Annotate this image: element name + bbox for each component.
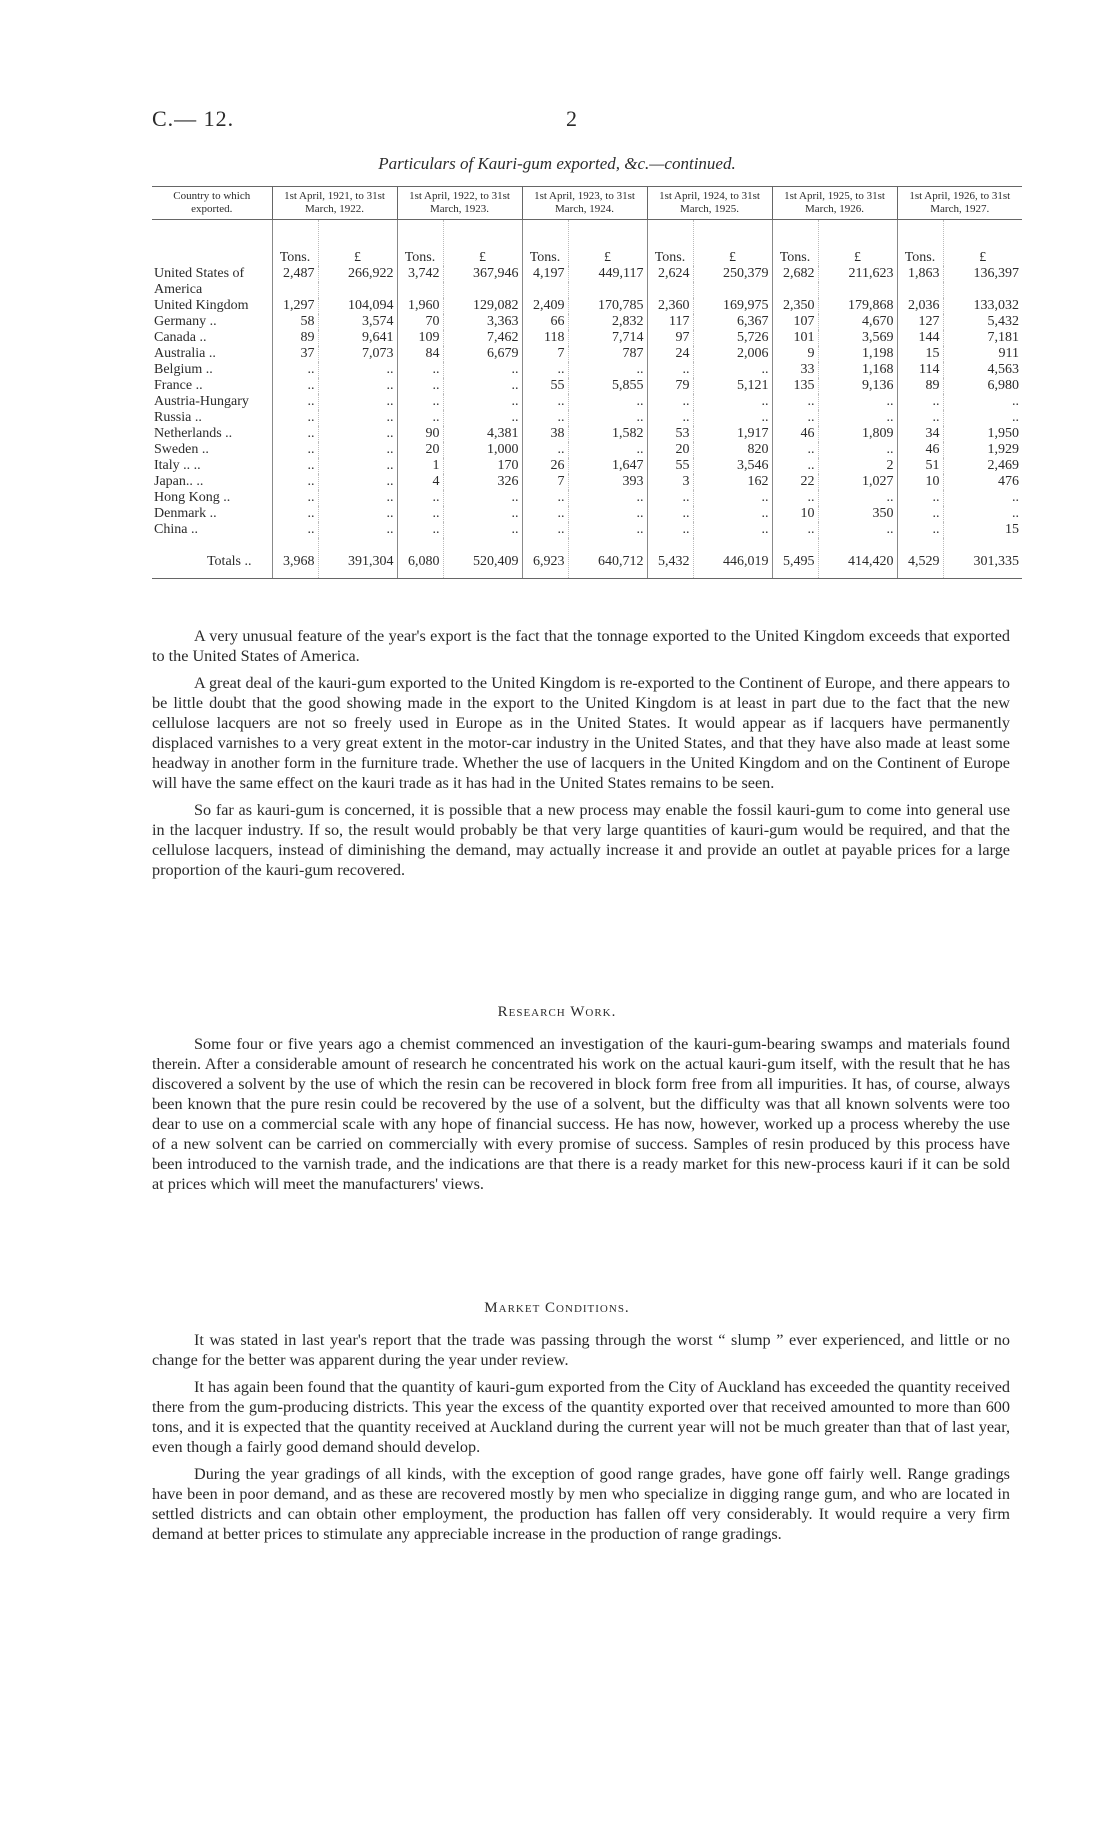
tons-cell: 1,863 [897, 266, 943, 282]
tons-cell: 22 [772, 474, 818, 490]
tons-cell: 89 [272, 330, 318, 346]
pounds-cell: .. [568, 410, 647, 426]
country-cell: Netherlands .. [154, 426, 233, 441]
total-cell: 446,019 [693, 538, 772, 579]
pounds-cell [568, 282, 647, 298]
unit-tons: Tons. [272, 220, 318, 267]
pounds-cell: .. [443, 362, 522, 378]
tons-cell: 79 [647, 378, 693, 394]
period-header: 1st April, 1923, to 31st March, 1924. [522, 187, 647, 220]
tons-cell: .. [272, 474, 318, 490]
pounds-cell: 104,094 [318, 298, 397, 314]
tons-cell: 127 [897, 314, 943, 330]
export-table-container [152, 186, 1022, 579]
tons-cell: 101 [772, 330, 818, 346]
tons-cell: 117 [647, 314, 693, 330]
pounds-cell: 1,950 [943, 426, 1022, 442]
pounds-cell: .. [818, 394, 897, 410]
tons-cell: 2,409 [522, 298, 568, 314]
tons-cell: .. [522, 506, 568, 522]
pounds-cell: .. [943, 490, 1022, 506]
total-cell: 6,080 [397, 538, 443, 579]
tons-cell: 4,197 [522, 266, 568, 282]
pounds-cell: 2,832 [568, 314, 647, 330]
tons-cell: .. [397, 394, 443, 410]
pounds-cell: 1,000 [443, 442, 522, 458]
tons-cell: 4 [397, 474, 443, 490]
pounds-cell: 787 [568, 346, 647, 362]
table-row [152, 362, 1022, 378]
unit-tons: Tons. [522, 220, 568, 267]
totals-label: Totals .. [152, 538, 272, 579]
tons-cell: 114 [897, 362, 943, 378]
table-header-row [152, 187, 1022, 220]
pounds-cell: 2,006 [693, 346, 772, 362]
country-cell: Germany .. [154, 314, 217, 329]
tons-cell: .. [647, 394, 693, 410]
country-cell: France .. [154, 378, 203, 393]
tons-cell: 1 [397, 458, 443, 474]
tons-cell: .. [772, 442, 818, 458]
period-header: 1st April, 1926, to 31st March, 1927. [897, 187, 1022, 220]
unit-tons: Tons. [397, 220, 443, 267]
tons-cell: 38 [522, 426, 568, 442]
pounds-cell: .. [443, 506, 522, 522]
paragraph: It has again been found that the quantity of kauri-gum exported from the City of Auckland has exceeded the quantity received there from the gum-producing districts. This year the excess of the quantity exported over that received amounted to more than 600 tons, and it is expected that the quantity received at Auckland during the current year will not be much greater than that of last year, even though a fairly good demand should develop. [152, 1378, 1010, 1456]
pounds-cell: 1,647 [568, 458, 647, 474]
unit-row [152, 220, 1022, 267]
total-cell: 301,335 [943, 538, 1022, 579]
pounds-cell: .. [568, 522, 647, 538]
pounds-cell: 820 [693, 442, 772, 458]
tons-cell [897, 282, 943, 298]
tons-cell: 26 [522, 458, 568, 474]
market-heading: Market Conditions. [484, 1300, 630, 1316]
table-row [152, 426, 1022, 442]
pounds-cell: 15 [943, 522, 1022, 538]
market-text [152, 1330, 1010, 1551]
tons-cell: 10 [772, 506, 818, 522]
tons-cell: .. [397, 362, 443, 378]
pounds-cell: 326 [443, 474, 522, 490]
tons-cell: .. [272, 442, 318, 458]
total-cell: 520,409 [443, 538, 522, 579]
pounds-cell: 2 [818, 458, 897, 474]
country-cell: China .. [154, 522, 198, 537]
tons-cell: .. [397, 378, 443, 394]
pounds-cell [318, 282, 397, 298]
table-title: Particulars of Kauri-gum exported, &c.—continued. [378, 154, 736, 173]
pounds-cell: 6,367 [693, 314, 772, 330]
table-row [152, 378, 1022, 394]
tons-cell: .. [522, 410, 568, 426]
tons-cell: .. [522, 522, 568, 538]
country-cell: United States of [154, 266, 245, 281]
pounds-cell: .. [943, 506, 1022, 522]
tons-cell [397, 282, 443, 298]
page-number: 2 [566, 106, 577, 131]
tons-cell: .. [272, 522, 318, 538]
tons-cell: .. [272, 426, 318, 442]
tons-cell [772, 282, 818, 298]
paragraph: Some four or five years ago a chemist commenced an investigation of the kauri-gum-bearing swamps and materials found therein. After a considerable amount of research he concentrated his work on the actual kauri-gum itself, with the result that he has discovered a solvent by the use of which the resin can be recovered in block form free from all impurities. It has, of course, always been known that the pure resin could be recovered by the use of a solvent, but the difficulty was that all known solvents were too dear to use on a commercial scale with any hope of financial success. He has now, however, worked up a process whereby the use of a new solvent can be carried on commercially with every promise of success. Samples of resin produced by this process have been introduced to the varnish trade, and the indications are that there is a ready market for this new-process kauri if it can be sold at prices which will meet the manufacturers' views. [152, 1035, 1010, 1193]
pounds-cell [443, 282, 522, 298]
tons-cell: .. [772, 458, 818, 474]
pounds-cell: 1,198 [818, 346, 897, 362]
tons-cell: 90 [397, 426, 443, 442]
pounds-cell: 367,946 [443, 266, 522, 282]
pounds-cell: 1,027 [818, 474, 897, 490]
pounds-cell: 7,073 [318, 346, 397, 362]
pounds-cell: 211,623 [818, 266, 897, 282]
country-cell: Canada .. [154, 330, 207, 345]
country-cell: Russia .. [154, 410, 202, 425]
tons-cell: .. [272, 378, 318, 394]
pounds-cell: 136,397 [943, 266, 1022, 282]
table-body [152, 220, 1022, 539]
unit-pounds: £ [443, 220, 522, 267]
tons-cell: 1,297 [272, 298, 318, 314]
tons-cell: .. [272, 362, 318, 378]
pounds-cell: 179,868 [818, 298, 897, 314]
tons-cell: .. [772, 522, 818, 538]
paragraph: So far as kauri-gum is concerned, it is possible that a new process may enable the fossil kauri-gum to come into general use in the lacquer industry. If so, the result would probably be that very large quantities of kauri-gum would be required, and that the cellulose lacquers, instead of diminishing the demand, may actually increase it and provide an outlet at payable prices for a large proportion of the kauri-gum recovered. [152, 801, 1010, 879]
pounds-cell: 266,922 [318, 266, 397, 282]
table-row [152, 266, 1022, 282]
pounds-cell: 911 [943, 346, 1022, 362]
tons-cell: 33 [772, 362, 818, 378]
tons-cell: 20 [397, 442, 443, 458]
tons-cell: 46 [897, 442, 943, 458]
tons-cell: 2,624 [647, 266, 693, 282]
pounds-cell: .. [693, 394, 772, 410]
tons-cell: .. [647, 522, 693, 538]
tons-cell: 20 [647, 442, 693, 458]
pounds-cell: 393 [568, 474, 647, 490]
table-row [152, 474, 1022, 490]
research-heading: Research Work. [497, 1004, 617, 1020]
pounds-cell: 476 [943, 474, 1022, 490]
tons-cell: 3 [647, 474, 693, 490]
pounds-cell: 169,975 [693, 298, 772, 314]
tons-cell: 2,350 [772, 298, 818, 314]
table-row [152, 282, 1022, 298]
table-row [152, 298, 1022, 314]
pounds-cell: .. [443, 522, 522, 538]
pounds-cell: .. [818, 522, 897, 538]
tons-cell: 2,682 [772, 266, 818, 282]
country-cell: Austria-Hungary [154, 394, 249, 409]
table-row [152, 458, 1022, 474]
paragraph: A great deal of the kauri-gum exported to the United Kingdom is re-exported to the Continent of Europe, and there appears to be little doubt that the good showing made in the export to the United Kingdom is at least in part due to the fact that the new cellulose lacquers are not so freely used in Europe as in the United States. It would appear as if lacquers have permanently displaced varnishes to a very great extent in the motor-car industry in the United States, and that they have also made at least some headway in another form in the furniture trade. Whether the use of lacquers in the United Kingdom and on the Continent of Europe will have the same effect on the kauri trade as it has had in the United States remains to be seen. [152, 674, 1010, 792]
tons-cell: 55 [647, 458, 693, 474]
tons-cell: 34 [897, 426, 943, 442]
total-cell: 5,495 [772, 538, 818, 579]
pounds-cell: 6,679 [443, 346, 522, 362]
pounds-cell: .. [693, 506, 772, 522]
pounds-cell: 170,785 [568, 298, 647, 314]
unit-pounds: £ [943, 220, 1022, 267]
pounds-cell: .. [568, 442, 647, 458]
tons-cell: 84 [397, 346, 443, 362]
tons-cell [522, 282, 568, 298]
tons-cell: .. [397, 522, 443, 538]
pounds-cell: .. [318, 506, 397, 522]
tons-cell: .. [897, 410, 943, 426]
tons-cell: .. [272, 506, 318, 522]
pounds-cell: 129,082 [443, 298, 522, 314]
pounds-cell: .. [693, 522, 772, 538]
country-cell: Belgium .. [154, 362, 213, 377]
period-header: 1st April, 1921, to 31st March, 1922. [272, 187, 397, 220]
total-cell: 391,304 [318, 538, 397, 579]
country-cell: Sweden .. [154, 442, 209, 457]
tons-cell: .. [522, 362, 568, 378]
pounds-cell: 250,379 [693, 266, 772, 282]
total-cell: 4,529 [897, 538, 943, 579]
tons-cell: .. [272, 490, 318, 506]
country-cell: Japan.. .. [154, 474, 204, 489]
pounds-cell: 3,363 [443, 314, 522, 330]
tons-cell: .. [897, 394, 943, 410]
table-row [152, 410, 1022, 426]
tons-cell: 37 [272, 346, 318, 362]
country-cell: Denmark .. [154, 506, 217, 521]
tons-cell: 2,487 [272, 266, 318, 282]
pounds-cell: .. [318, 522, 397, 538]
pounds-cell: 5,121 [693, 378, 772, 394]
table-row [152, 394, 1022, 410]
pounds-cell: .. [318, 474, 397, 490]
pounds-cell: 350 [818, 506, 897, 522]
tons-cell: .. [647, 506, 693, 522]
pounds-cell: 1,917 [693, 426, 772, 442]
tons-cell: 109 [397, 330, 443, 346]
tons-cell: .. [522, 490, 568, 506]
tons-cell: .. [897, 506, 943, 522]
tons-cell: 97 [647, 330, 693, 346]
intro-text [152, 626, 1010, 887]
pounds-cell: 3,574 [318, 314, 397, 330]
tons-cell: 118 [522, 330, 568, 346]
tons-cell: 46 [772, 426, 818, 442]
pounds-cell: 2,469 [943, 458, 1022, 474]
research-text [152, 1034, 1010, 1201]
unit-spacer [152, 220, 272, 267]
unit-pounds: £ [318, 220, 397, 267]
pounds-cell: .. [943, 410, 1022, 426]
tons-cell: .. [522, 394, 568, 410]
unit-pounds: £ [693, 220, 772, 267]
pounds-cell: 1,929 [943, 442, 1022, 458]
pounds-cell: 4,670 [818, 314, 897, 330]
paragraph: During the year gradings of all kinds, with the exception of good range grades, have gone off fairly well. Range gradings have been in poor demand, and as these are recovered mostly by men who specialize in digging range gum, and who are located in settled districts and can obtain other employment, the production has fallen off very considerably. It would require a very firm demand at better prices to stimulate any appreciable increase in the production of range gradings. [152, 1465, 1010, 1543]
table-row [152, 330, 1022, 346]
tons-cell: 10 [897, 474, 943, 490]
pounds-cell: 449,117 [568, 266, 647, 282]
tons-cell: 24 [647, 346, 693, 362]
table-row [152, 506, 1022, 522]
table-row [152, 522, 1022, 538]
pounds-cell: 5,726 [693, 330, 772, 346]
country-cell: United Kingdom [154, 298, 249, 313]
pounds-cell: 1,582 [568, 426, 647, 442]
tons-cell: 7 [522, 346, 568, 362]
unit-pounds: £ [568, 220, 647, 267]
period-header: 1st April, 1922, to 31st March, 1923. [397, 187, 522, 220]
pounds-cell [943, 282, 1022, 298]
total-cell: 640,712 [568, 538, 647, 579]
pounds-cell: 3,569 [818, 330, 897, 346]
tons-cell: 53 [647, 426, 693, 442]
pounds-cell: .. [443, 490, 522, 506]
pounds-cell: .. [318, 394, 397, 410]
country-cell: America [154, 282, 203, 297]
tons-cell: 144 [897, 330, 943, 346]
unit-tons: Tons. [647, 220, 693, 267]
pounds-cell: 7,714 [568, 330, 647, 346]
paragraph: A very unusual feature of the year's export is the fact that the tonnage exported to the United Kingdom exceeds that exported to the United States of America. [152, 627, 1010, 665]
tons-cell: .. [772, 394, 818, 410]
pounds-cell: 9,641 [318, 330, 397, 346]
pounds-cell: .. [318, 378, 397, 394]
tons-cell: 9 [772, 346, 818, 362]
table-row [152, 442, 1022, 458]
pounds-cell: .. [693, 410, 772, 426]
pounds-cell: 1,168 [818, 362, 897, 378]
tons-cell: .. [272, 394, 318, 410]
pounds-cell: 4,563 [943, 362, 1022, 378]
tons-cell: .. [272, 410, 318, 426]
country-column-header: Country to which exported. [152, 187, 272, 220]
pounds-cell: 9,136 [818, 378, 897, 394]
pounds-cell: .. [318, 458, 397, 474]
country-cell: Hong Kong .. [154, 490, 231, 505]
country-cell: Italy .. .. [154, 458, 201, 473]
tons-cell: .. [647, 410, 693, 426]
kauri-gum-export-table [152, 186, 1022, 579]
pounds-cell: .. [443, 410, 522, 426]
tons-cell: 107 [772, 314, 818, 330]
pounds-cell: 5,855 [568, 378, 647, 394]
total-cell: 6,923 [522, 538, 568, 579]
pounds-cell: 162 [693, 474, 772, 490]
tons-cell: 135 [772, 378, 818, 394]
tons-cell: .. [897, 490, 943, 506]
document-reference: C.— 12. [152, 106, 235, 131]
pounds-cell: 6,980 [943, 378, 1022, 394]
pounds-cell: 7,181 [943, 330, 1022, 346]
total-cell: 414,420 [818, 538, 897, 579]
pounds-cell: 1,809 [818, 426, 897, 442]
tons-cell: 2,036 [897, 298, 943, 314]
tons-cell: 2,360 [647, 298, 693, 314]
pounds-cell [693, 282, 772, 298]
pounds-cell: 4,381 [443, 426, 522, 442]
tons-cell [647, 282, 693, 298]
period-header: 1st April, 1925, to 31st March, 1926. [772, 187, 897, 220]
tons-cell: .. [647, 362, 693, 378]
pounds-cell: .. [318, 426, 397, 442]
country-cell: Australia .. [154, 346, 216, 361]
tons-cell: 51 [897, 458, 943, 474]
unit-tons: Tons. [897, 220, 943, 267]
pounds-cell: .. [318, 442, 397, 458]
total-cell: 5,432 [647, 538, 693, 579]
tons-cell: 66 [522, 314, 568, 330]
pounds-cell: .. [318, 410, 397, 426]
tons-cell: 55 [522, 378, 568, 394]
tons-cell: .. [522, 442, 568, 458]
pounds-cell: .. [318, 362, 397, 378]
tons-cell: 89 [897, 378, 943, 394]
pounds-cell: .. [443, 394, 522, 410]
pounds-cell: 7,462 [443, 330, 522, 346]
tons-cell: .. [772, 490, 818, 506]
tons-cell: 7 [522, 474, 568, 490]
tons-cell: .. [647, 490, 693, 506]
period-header: 1st April, 1924, to 31st March, 1925. [647, 187, 772, 220]
tons-cell: 15 [897, 346, 943, 362]
tons-cell: .. [897, 522, 943, 538]
table-row [152, 490, 1022, 506]
pounds-cell: .. [443, 378, 522, 394]
pounds-cell: .. [818, 490, 897, 506]
tons-cell: .. [772, 410, 818, 426]
pounds-cell: .. [568, 506, 647, 522]
pounds-cell: .. [568, 362, 647, 378]
table-row [152, 314, 1022, 330]
unit-pounds: £ [818, 220, 897, 267]
pounds-cell: .. [318, 490, 397, 506]
tons-cell: 58 [272, 314, 318, 330]
pounds-cell: 133,032 [943, 298, 1022, 314]
table-row [152, 346, 1022, 362]
totals-row [152, 538, 1022, 579]
total-cell: 3,968 [272, 538, 318, 579]
tons-cell: 3,742 [397, 266, 443, 282]
pounds-cell: .. [943, 394, 1022, 410]
pounds-cell: 5,432 [943, 314, 1022, 330]
pounds-cell: .. [568, 394, 647, 410]
pounds-cell: .. [818, 442, 897, 458]
tons-cell: .. [397, 506, 443, 522]
pounds-cell: 170 [443, 458, 522, 474]
tons-cell: .. [397, 490, 443, 506]
tons-cell: 1,960 [397, 298, 443, 314]
unit-tons: Tons. [772, 220, 818, 267]
paragraph: It was stated in last year's report that the trade was passing through the worst “ slump ” ever experienced, and little or no change for the better was apparent during the year under review. [152, 1331, 1010, 1369]
pounds-cell: .. [568, 490, 647, 506]
pounds-cell: .. [693, 490, 772, 506]
tons-cell [272, 282, 318, 298]
pounds-cell: .. [818, 410, 897, 426]
tons-cell: .. [397, 410, 443, 426]
pounds-cell [818, 282, 897, 298]
pounds-cell: 3,546 [693, 458, 772, 474]
tons-cell: .. [272, 458, 318, 474]
pounds-cell: .. [693, 362, 772, 378]
tons-cell: 70 [397, 314, 443, 330]
